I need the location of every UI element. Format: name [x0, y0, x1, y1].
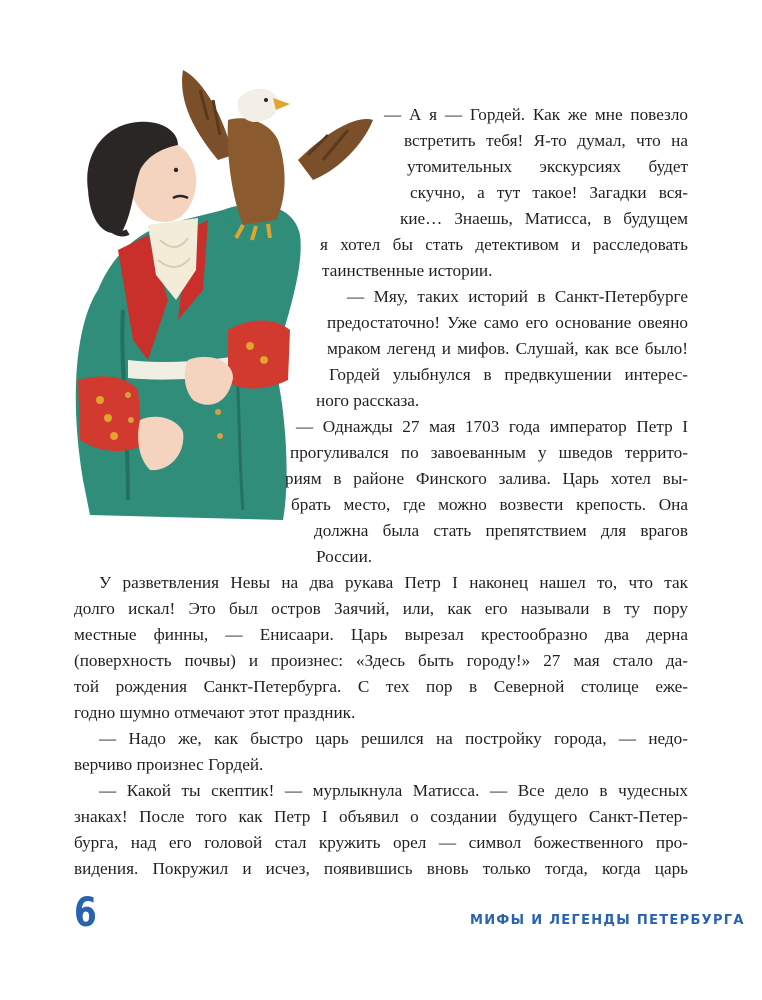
- red-cuff-left: [78, 376, 143, 451]
- text-line: видения. Покружил и исчез, появившись вновь только тогда, когда царь: [74, 859, 688, 878]
- text-line: брать место, где можно возвести крепость. Она: [291, 495, 688, 514]
- eagle-right-wing: [298, 119, 373, 180]
- text-line: верчиво произнес Гордей.: [74, 755, 264, 774]
- text-line: — Однажды 27 мая 1703 года император Петр I: [296, 417, 688, 436]
- text-line: встретить тебя! Я-то думал, что на: [404, 131, 688, 150]
- text-line: должна была стать препятствием для врагов: [314, 521, 688, 540]
- text-line: прогуливался по завоеванным у шведов террито-: [290, 443, 688, 462]
- text-line: знаках! После того как Петр I объявил о создании будущего Санкт-Петер-: [74, 807, 688, 826]
- text-line: ного рассказа.: [316, 391, 420, 410]
- text-line: предостаточно! Уже само его основание овеяно: [327, 313, 688, 332]
- text-line: скучно, а тут такое! Загадки вся-: [410, 183, 688, 202]
- text-line: мраком легенд и мифов. Слушай, как все было!: [327, 339, 688, 358]
- text-line: долго искал! Это был остров Заячий, или, как его называли в ту пору: [74, 599, 688, 618]
- text-line: той рождения Санкт-Петербурга. С тех пор в Северной столице еже-: [74, 677, 688, 696]
- text-line: кие… Знаешь, Матисса, в будущем: [400, 209, 688, 228]
- text-line: Гордей улыбнулся в предвкушении интерес-: [329, 365, 688, 384]
- text-line: России.: [316, 547, 373, 566]
- text-line: я хотел бы стать детективом и расследовать: [320, 235, 688, 254]
- text-line: (поверхность почвы) и произнес: «Здесь быть городу!» 27 мая стало да-: [74, 651, 688, 670]
- eagle-head: [238, 89, 279, 122]
- text-line: местные финны, — Енисаари. Царь вырезал крестообразно два дерна: [74, 625, 688, 644]
- text-line: — А я — Гордей. Как же мне повезло: [384, 105, 688, 124]
- text-line: — Какой ты скептик! — мурлыкнула Матисса. — Все дело в чудесных: [99, 781, 688, 800]
- text-line: таинственные истории.: [322, 261, 493, 280]
- running-title: МИФЫ И ЛЕГЕНДЫ ПЕТЕРБУРГА: [470, 913, 745, 928]
- text-line: У разветвления Невы на два рукава Петр I наконец нашел то, что так: [99, 573, 688, 592]
- text-line: утомительных экскурсиях будет: [407, 157, 688, 176]
- text-line: бурга, над его головой стал кружить орел — символ божественного про-: [74, 833, 688, 852]
- text-line: риям в районе Финского залива. Царь хотел вы-: [285, 469, 688, 488]
- text-line: — Надо же, как быстро царь решился на постройку города, — недо-: [99, 729, 688, 748]
- red-cuff-right: [228, 321, 290, 389]
- text-line: — Мяу, таких историй в Санкт-Петербурге: [347, 287, 688, 306]
- text-line: годно шумно отмечают этот праздник.: [74, 703, 356, 722]
- page-number: 6: [74, 890, 97, 936]
